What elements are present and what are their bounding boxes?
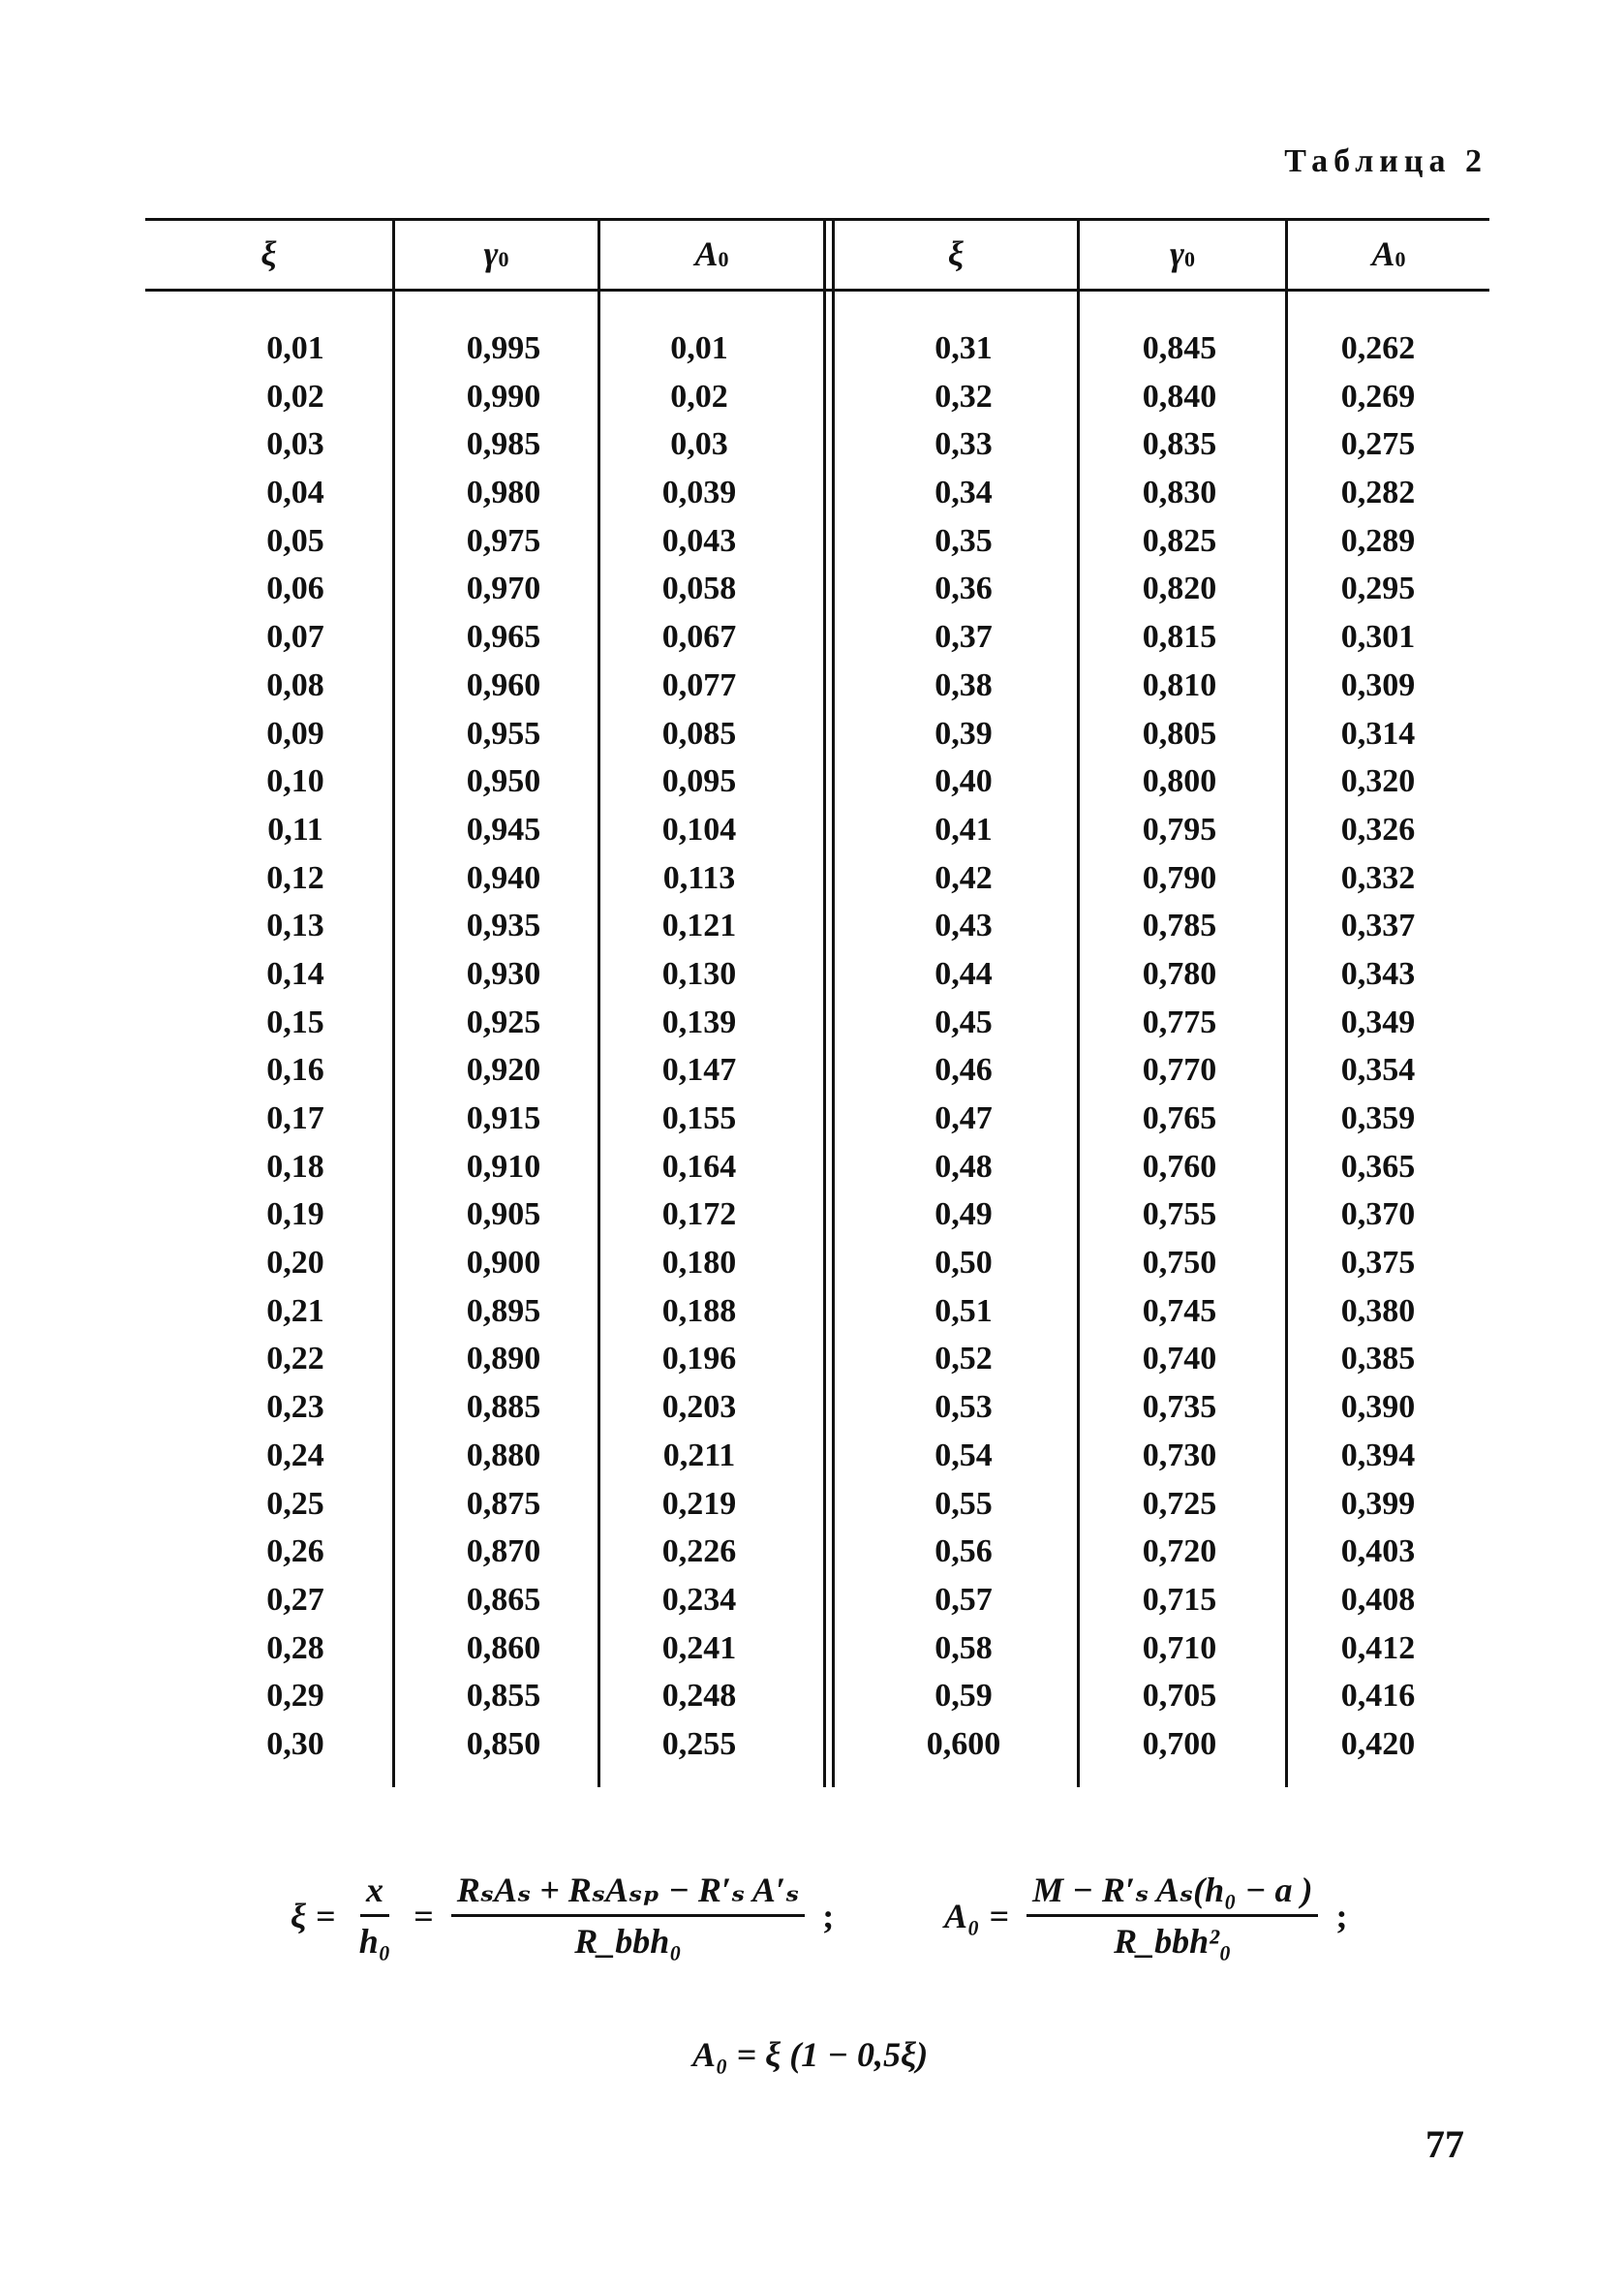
table-cell: 0,890	[466, 1341, 541, 1377]
formula-xi: ξ = $\frac{x}{\text{h₀}}$ = $\frac{\text{RₛAₛ + RₛAₛₚ − R′ₛ A′ₛ}}{\text{R\_bbh₀}}$ ;	[291, 1871, 835, 1961]
table-cell: 0,58	[935, 1629, 993, 1666]
table-cell: 0,08	[266, 666, 324, 703]
table-cell: 0,25	[266, 1485, 324, 1522]
column-xi-left	[242, 325, 349, 1769]
column-double-divider	[823, 218, 835, 1787]
table-cell: 0,02	[670, 378, 728, 415]
table-cell: 0,11	[267, 811, 323, 848]
table-cell: 0,840	[1142, 378, 1217, 415]
table-cell: 0,02	[266, 378, 324, 415]
table-cell: 0,180	[661, 1245, 737, 1282]
table-cell: 0,600	[926, 1725, 1001, 1762]
table-cell: 0,715	[1142, 1581, 1217, 1618]
table-cell: 0,269	[1340, 378, 1416, 415]
table-cell: 0,196	[661, 1341, 737, 1377]
table-cell: 0,765	[1142, 1100, 1217, 1136]
table-cell: 0,03	[670, 426, 728, 463]
table-cell: 0,164	[661, 1148, 737, 1185]
table-cell: 0,24	[266, 1437, 324, 1473]
table-cell: 0,820	[1142, 571, 1217, 607]
table-cell: 0,03	[266, 426, 324, 463]
table-cell: 0,390	[1340, 1389, 1416, 1426]
table-cell: 0,01	[266, 330, 324, 366]
table-cell: 0,043	[661, 522, 737, 559]
table-cell: 0,10	[266, 763, 324, 800]
table-cell: 0,760	[1142, 1148, 1217, 1185]
table-cell: 0,710	[1142, 1629, 1217, 1666]
table-cell: 0,54	[935, 1437, 993, 1473]
table-cell: 0,52	[935, 1341, 993, 1377]
table-cell: 0,825	[1142, 522, 1217, 559]
table-cell: 0,416	[1340, 1678, 1416, 1715]
table-cell: 0,21	[266, 1292, 324, 1329]
table-cell: 0,810	[1142, 666, 1217, 703]
column-a-right	[1325, 325, 1431, 1769]
table-cell: 0,05	[266, 522, 324, 559]
fraction: $\frac{x}{\text{h₀}}$	[358, 1871, 391, 1961]
table-cell: 0,995	[466, 330, 541, 366]
table-cell: 0,860	[466, 1629, 541, 1666]
table-cell: 0,241	[661, 1629, 737, 1666]
table-cell: 0,900	[466, 1245, 541, 1282]
table-cell: 0,211	[662, 1437, 736, 1473]
table-cell: 0,282	[1340, 475, 1416, 511]
table-cell: 0,785	[1142, 908, 1217, 944]
table-cell: 0,815	[1142, 619, 1217, 656]
table-cell: 0,370	[1340, 1196, 1416, 1233]
column-gamma-left	[445, 325, 562, 1769]
table-cell: 0,130	[661, 955, 737, 992]
table-cell: 0,43	[935, 908, 993, 944]
table-title: Таблица 2	[1284, 143, 1487, 179]
table-cell: 0,880	[466, 1437, 541, 1473]
table-cell: 0,830	[1142, 475, 1217, 511]
table-cell: 0,700	[1142, 1725, 1217, 1762]
table-cell: 0,19	[266, 1196, 324, 1233]
table-cell: 0,234	[661, 1581, 737, 1618]
page-number: 77	[1425, 2122, 1464, 2166]
table-cell: 0,46	[935, 1052, 993, 1089]
table-cell: 0,262	[1340, 330, 1416, 366]
table-cell: 0,359	[1340, 1100, 1416, 1136]
table-cell: 0,408	[1340, 1581, 1416, 1618]
column-divider	[392, 218, 395, 1787]
table-cell: 0,35	[935, 522, 993, 559]
table-cell: 0,34	[935, 475, 993, 511]
table-cell: 0,31	[935, 330, 993, 366]
fraction: $\frac{\text{RₛAₛ + RₛAₛₚ − R′ₛ A′ₛ}}{\text{R\_bbh₀}}$	[451, 1870, 805, 1962]
table-cell: 0,039	[661, 475, 737, 511]
table-cell: 0,067	[661, 619, 737, 656]
table-cell: 0,17	[266, 1100, 324, 1136]
table-cell: 0,40	[935, 763, 993, 800]
table-cell: 0,385	[1340, 1341, 1416, 1377]
table-cell: 0,077	[661, 666, 737, 703]
table-cell: 0,301	[1340, 619, 1416, 656]
table-cell: 0,155	[661, 1100, 737, 1136]
table-cell: 0,42	[935, 859, 993, 896]
table-cell: 0,23	[266, 1389, 324, 1426]
table-cell: 0,790	[1142, 859, 1217, 896]
table-cell: 0,394	[1340, 1437, 1416, 1473]
table-cell: 0,780	[1142, 955, 1217, 992]
table-cell: 0,12	[266, 859, 324, 896]
table-cell: 0,865	[466, 1581, 541, 1618]
table-cell: 0,06	[266, 571, 324, 607]
table-cell: 0,955	[466, 715, 541, 752]
table-cell: 0,28	[266, 1629, 324, 1666]
formulas-block	[0, 1870, 1624, 2112]
table-cell: 0,730	[1142, 1437, 1217, 1473]
table-cell: 0,104	[661, 811, 737, 848]
table-cell: 0,55	[935, 1485, 993, 1522]
table-cell: 0,990	[466, 378, 541, 415]
table-cell: 0,795	[1142, 811, 1217, 848]
table-cell: 0,375	[1340, 1245, 1416, 1282]
header-xi-left: ξ	[260, 233, 277, 273]
table-cell: 0,41	[935, 811, 993, 848]
table-cell: 0,50	[935, 1245, 993, 1282]
table-cell: 0,850	[466, 1725, 541, 1762]
table-cell: 0,59	[935, 1678, 993, 1715]
table-cell: 0,399	[1340, 1485, 1416, 1522]
table-cell: 0,343	[1340, 955, 1416, 992]
table-cell: 0,04	[266, 475, 324, 511]
column-xi-right	[910, 325, 1017, 1769]
table-cell: 0,255	[661, 1725, 737, 1762]
table-cell: 0,38	[935, 666, 993, 703]
table-cell: 0,920	[466, 1052, 541, 1089]
table-cell: 0,750	[1142, 1245, 1217, 1282]
header-gamma-left: γ $_0$	[483, 233, 509, 273]
table-cell: 0,755	[1142, 1196, 1217, 1233]
table-cell: 0,18	[266, 1148, 324, 1185]
table-cell: 0,14	[266, 955, 324, 992]
table-cell: 0,248	[661, 1678, 737, 1715]
header-xi-right: ξ	[947, 233, 965, 273]
table-cell: 0,09	[266, 715, 324, 752]
table-cell: 0,095	[661, 763, 737, 800]
table-cell: 0,37	[935, 619, 993, 656]
table-cell: 0,48	[935, 1148, 993, 1185]
table-cell: 0,44	[935, 955, 993, 992]
table-cell: 0,420	[1340, 1725, 1416, 1762]
column-divider	[1285, 218, 1288, 1787]
table-cell: 0,13	[266, 908, 324, 944]
table-cell: 0,22	[266, 1341, 324, 1377]
table-cell: 0,32	[935, 378, 993, 415]
formula-a0-xi: A₀ = ξ (1 − 0,5ξ)	[692, 2035, 929, 2074]
table-cell: 0,960	[466, 666, 541, 703]
table-cell: 0,975	[466, 522, 541, 559]
table-cell: 0,950	[466, 763, 541, 800]
table-cell: 0,113	[662, 859, 736, 896]
table-cell: 0,320	[1340, 763, 1416, 800]
table-cell: 0,29	[266, 1678, 324, 1715]
table-cell: 0,805	[1142, 715, 1217, 752]
table-cell: 0,365	[1340, 1148, 1416, 1185]
table-cell: 0,326	[1340, 811, 1416, 848]
table-cell: 0,139	[661, 1004, 737, 1040]
column-divider	[598, 218, 600, 1787]
table-cell: 0,970	[466, 571, 541, 607]
table-cell: 0,26	[266, 1533, 324, 1570]
table-cell: 0,725	[1142, 1485, 1217, 1522]
table-cell: 0,354	[1340, 1052, 1416, 1089]
header-gamma-right: γ $_0$	[1170, 233, 1195, 273]
table-cell: 0,309	[1340, 666, 1416, 703]
table-cell: 0,51	[935, 1292, 993, 1329]
table-cell: 0,219	[661, 1485, 737, 1522]
table-cell: 0,36	[935, 571, 993, 607]
column-divider	[1077, 218, 1080, 1787]
table-cell: 0,337	[1340, 908, 1416, 944]
table-cell: 0,314	[1340, 715, 1416, 752]
table-cell: 0,910	[466, 1148, 541, 1185]
table-cell: 0,275	[1340, 426, 1416, 463]
table-cell: 0,20	[266, 1245, 324, 1282]
table-cell: 0,885	[466, 1389, 541, 1426]
table-cell: 0,945	[466, 811, 541, 848]
column-gamma-right	[1121, 325, 1238, 1769]
table-cell: 0,172	[661, 1196, 737, 1233]
table-cell: 0,705	[1142, 1678, 1217, 1715]
table-cell: 0,53	[935, 1389, 993, 1426]
table-cell: 0,870	[466, 1533, 541, 1570]
table-cell: 0,33	[935, 426, 993, 463]
table-cell: 0,188	[661, 1292, 737, 1329]
table-cell: 0,905	[466, 1196, 541, 1233]
table-cell: 0,332	[1340, 859, 1416, 896]
table-cell: 0,349	[1340, 1004, 1416, 1040]
table-cell: 0,845	[1142, 330, 1217, 366]
table-cell: 0,39	[935, 715, 993, 752]
table-cell: 0,380	[1340, 1292, 1416, 1329]
table-cell: 0,085	[661, 715, 737, 752]
header-a-right: A $_0$	[1371, 233, 1406, 273]
table-cell: 0,289	[1340, 522, 1416, 559]
table-cell: 0,147	[661, 1052, 737, 1089]
table-cell: 0,770	[1142, 1052, 1217, 1089]
table-cell: 0,295	[1340, 571, 1416, 607]
table-cell: 0,56	[935, 1533, 993, 1570]
formula-a0: A₀ = $\frac{\text{M − R′ₛ Aₛ(h₀ − a )}}{\text{R\_bbh²₀}}$ ;	[944, 1871, 1348, 1961]
table-cell: 0,965	[466, 619, 541, 656]
table-cell: 0,915	[466, 1100, 541, 1136]
table-cell: 0,925	[466, 1004, 541, 1040]
table-cell: 0,875	[466, 1485, 541, 1522]
table-cell: 0,058	[661, 571, 737, 607]
table-cell: 0,49	[935, 1196, 993, 1233]
table-cell: 0,16	[266, 1052, 324, 1089]
table-cell: 0,775	[1142, 1004, 1217, 1040]
header-a-left: A $_0$	[694, 233, 729, 273]
table-cell: 0,835	[1142, 426, 1217, 463]
fraction: $\frac{\text{M − R′ₛ Aₛ(h₀ − a )}}{\text{R\_bbh²₀}}$	[1026, 1870, 1318, 1962]
table-cell: 0,57	[935, 1581, 993, 1618]
table-cell: 0,47	[935, 1100, 993, 1136]
table-cell: 0,45	[935, 1004, 993, 1040]
table-cell: 0,403	[1340, 1533, 1416, 1570]
table-cell: 0,740	[1142, 1341, 1217, 1377]
table-cell: 0,800	[1142, 763, 1217, 800]
table-cell: 0,940	[466, 859, 541, 896]
table-cell: 0,27	[266, 1581, 324, 1618]
table-cell: 0,855	[466, 1678, 541, 1715]
table-cell: 0,985	[466, 426, 541, 463]
table-cell: 0,745	[1142, 1292, 1217, 1329]
table-cell: 0,121	[661, 908, 737, 944]
table-cell: 0,895	[466, 1292, 541, 1329]
table-cell: 0,30	[266, 1725, 324, 1762]
column-a-left	[641, 325, 757, 1769]
table-cell: 0,226	[661, 1533, 737, 1570]
table-cell: 0,935	[466, 908, 541, 944]
table-cell: 0,412	[1340, 1629, 1416, 1666]
coefficients-table	[145, 218, 1489, 1787]
table-cell: 0,01	[670, 330, 728, 366]
table-cell: 0,203	[661, 1389, 737, 1426]
table-cell: 0,720	[1142, 1533, 1217, 1570]
table-cell: 0,15	[266, 1004, 324, 1040]
table-cell: 0,735	[1142, 1389, 1217, 1426]
table-cell: 0,930	[466, 955, 541, 992]
table-cell: 0,07	[266, 619, 324, 656]
table-cell: 0,980	[466, 475, 541, 511]
